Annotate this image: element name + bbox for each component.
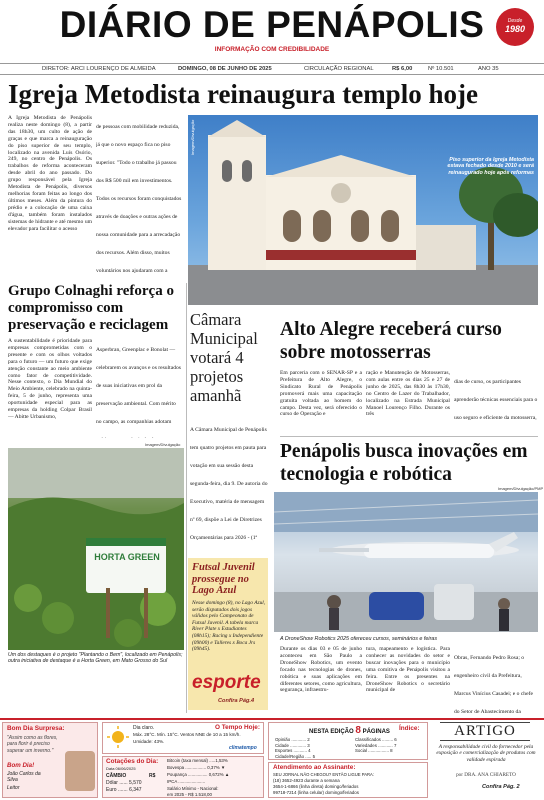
newspaper-tagline: INFORMAÇÃO COM CREDIBILIDADE — [214, 46, 330, 53]
alto-alegre-col-3-body: dias de curso, os participantes aprenderão técnicas essenciais para o uso seguro e eficiente da motosserra, — [454, 379, 538, 421]
salario-value: em 2025 - R$ 1.518,00 — [167, 792, 212, 797]
lead-text-col-2-body: de pessoas com mobilidade reduzida, já que o novo espaço fica no piso superior. "Todo o trabalho já passou dos R$ 500 mil em investimentos. Todos os recursos foram conquistados através de doações e outras ações de nossa comunidade para a arrecadação dos recursos. Além disso, muitos voluntários nos ajudaram com a — [96, 124, 182, 274]
church-illustration — [188, 115, 538, 305]
masthead — [0, 0, 544, 62]
surprise-author-role: Leitor — [7, 785, 20, 791]
colnaghi-text-col-2 — [96, 338, 182, 438]
column-divider — [186, 283, 187, 713]
lead-photo-credit: Imagem/Divulgação — [190, 119, 195, 155]
surprise-greeting: Bom Dia! — [7, 762, 35, 769]
year-number: ANO 35 — [478, 66, 499, 72]
service-phone-2[interactable]: 3654-1-6866 (linha direta) domingo/feriados — [273, 784, 359, 789]
robotica-photo-credit: Imagem/Divulgação/PMP — [498, 486, 544, 491]
weather-day: Dia claro. — [133, 725, 155, 731]
weather-line-1: Máx. 28°C. Mín. 15°C. Ventos NNE de 10 a 15 km/h. — [133, 732, 241, 737]
index-item[interactable]: Classificados ......... 6 — [355, 737, 397, 742]
robotica-col-2: tura, mapeamento e logística. Para conhecer as novidades do setor e buscar inovações para o município uma comitiva de Penápolis visitou a feira. Entre os presentes na DroneShow Robotics o secretário municipal de — [366, 646, 450, 694]
bovespa-quote: Bovespa ................. 0,37% ▼ — [167, 765, 226, 770]
index-title: Índice: — [399, 725, 420, 732]
futsal-box — [188, 558, 268, 710]
edition-box — [268, 722, 428, 760]
surprise-author: João Carlos da Silva — [7, 771, 41, 784]
camara-headline: Câmara Municipal votará 4 projetos amanhã — [190, 310, 258, 405]
service-phone-1[interactable]: (18) 3652-4923 durante a semana — [273, 778, 340, 783]
salario-label: Salário Mínimo - Nacional: — [167, 786, 219, 791]
service-line-1: SEU JORNAL NÃO CHEGOU? ENTÃO LIGUE PARA: — [273, 772, 374, 777]
index-item[interactable]: Opinião ............ 2 — [275, 737, 310, 742]
service-phone-3[interactable]: 99718-7214 (linha celular) domingo/feriados — [273, 790, 359, 795]
weather-line-2: Umidade: 43%. — [133, 739, 165, 744]
edition-label: NESTA EDIÇÃO — [309, 729, 354, 735]
robotica-col-3-body: Obras, Fernando Pedro Rosa; o engenheiro civil da Prefeitura, Marcus Vinícius Casadei; e o chefe do Setor de Abastecimento da — [454, 655, 533, 714]
garden-illustration — [8, 448, 184, 650]
cambio-label: CÂMBIO — [106, 773, 127, 779]
drone-show-photo — [274, 492, 538, 632]
futsal-body: Nesse domingo (8), no Lago Azul, serão disputados dois jogos válidos pelo Campeonato de Futsal Juvenil. A tabela marca River Plate x Estudiantes (08h15); Racing x Independiente (09h00) e Talleres x Boca Jrs (09h45). — [192, 600, 266, 653]
service-title: Atendimento ao Assinante: — [273, 764, 356, 771]
index-item[interactable]: Social ................. 8 — [355, 748, 393, 754]
issue-number: Nº 10.501 — [428, 66, 454, 72]
esporte-section-label: esporte — [192, 672, 261, 693]
lead-headline: Igreja Metodista reinaugura templo hoje — [8, 79, 478, 109]
alto-alegre-col-2: ração e Manutenção de Motosserras, com aulas entre os dias 25 e 27 de junho de 2025, das 8h30 às 17h30, no Centro de Lazer do Trabalhador, localizado na Estrada Municipal Manoel Lourenço Filho. Durante os três — [366, 370, 450, 418]
poupanca-quote: Poupança ................ 0,672% ▲ — [167, 772, 230, 777]
badge-line-2: 1980 — [504, 24, 526, 34]
price: R$ 6,00 — [392, 66, 413, 72]
cambio-unit: R$ — [149, 773, 156, 779]
ipca-quote: IPCA ...................... — [167, 779, 206, 784]
badge-line-1: Desde — [507, 18, 523, 24]
edition-date: DOMINGO, 08 DE JUNHO DE 2025 — [178, 66, 272, 72]
director-name: DIRETOR: ARCI LOURENÇO DE ALMEIDA — [42, 66, 156, 72]
camara-text — [190, 418, 268, 553]
edition-pages-label: PÁGINAS — [362, 729, 390, 735]
artigo-text: A responsabilidade civil do fornecedor pela exposição e comercialização de produtos com validade expirada — [436, 744, 536, 763]
drone-show-illustration — [274, 492, 538, 632]
surprise-title: Bom Dia Surpresa: — [7, 725, 65, 732]
alto-alegre-col-1: Em parceria com o SENAR-SP e a Prefeitura de Alto Alegre, o Sindicato Rural de Penápolis promoverá mais uma capacitação gratuita voltada ao homem do campo. Desta vez, será oferecido o curso de Operação e — [280, 370, 362, 418]
colnaghi-text-col-1: A sustentabilidade é prioridade para empresas comprometidas com o presente e com os olhos voltados para o futuro — um futuro que exige atenção constante ao meio ambiente como fator de competitividade. Nesse contexto, o Dia Mundial do Meio Ambiente, celebrado na quinta-feira, 5 de junho, representa uma oportunidade especial para as empresas da holding Colpar Brasil — Abitte Urbanismo, — [8, 338, 92, 420]
artigo-box — [432, 722, 542, 798]
colnaghi-headline: Grupo Colnaghi reforça o compromisso com preservação e reciclagem — [8, 283, 174, 333]
index-item[interactable]: Cidade/Região ..... 5 — [275, 753, 316, 759]
circulation: CIRCULAÇÃO REGIONAL — [304, 66, 374, 72]
index-item[interactable]: Cidade ............. 3 — [275, 742, 310, 748]
garden-photo — [8, 448, 184, 650]
surprise-box — [2, 722, 98, 798]
alto-alegre-col-3 — [454, 370, 538, 432]
garden-sign-text: HORTA GREEN — [94, 552, 160, 562]
reader-photo — [65, 751, 95, 791]
futsal-headline: Futsal Juvenil prossegue no Lago Azul — [192, 562, 255, 596]
weather-source: climatempo — [229, 745, 257, 751]
artigo-author: por DRA. ANA CHIARETO — [456, 772, 516, 778]
artigo-title: ARTIGO — [440, 722, 530, 741]
futsal-page-ref: Confira Pág.4 — [218, 698, 255, 704]
quotes-date: Data 06/06/2025 — [106, 766, 136, 771]
footer — [0, 718, 544, 800]
lead-text-col-2 — [96, 115, 182, 275]
quotes-box — [102, 756, 264, 798]
euro-quote: Euro ....... 6,347 — [106, 787, 142, 793]
colnaghi-photo-credit: Imagem/Divulgação — [145, 442, 181, 447]
robotica-col-1: Durante os dias 03 e 05 de junho aconteceu em São Paulo a DroneShow Robotics, um evento focado nas tecnologias de drones, robótica e suas aplicações em diferentes setores, como agricultura, segurança, infraestru- — [280, 646, 362, 694]
robotica-headline: Penápolis busca inovações em tecnologia e robótica — [280, 441, 528, 485]
anniversary-badge — [496, 8, 534, 46]
index-item[interactable]: Variedades ............ 7 — [355, 742, 397, 748]
weather-title: O Tempo Hoje: — [215, 724, 260, 731]
quotes-title: Cotações do Dia: — [106, 758, 159, 765]
artigo-page-ref: Confira Pág. 2 — [482, 784, 520, 790]
index-list-1 — [275, 737, 315, 759]
index-item[interactable]: Esportes ........... 4 — [275, 748, 311, 754]
alto-alegre-headline: Alto Alegre receberá curso sobre motosserras — [280, 319, 502, 363]
subscriber-service-box — [268, 762, 428, 798]
newspaper-title: DIÁRIO DE PENÁPOLIS — [59, 4, 485, 45]
weather-box — [102, 722, 264, 754]
section-divider — [280, 436, 538, 437]
camara-body: A Câmara Municipal de Penápolis tem quatro projetos em pauta para votação em sua sessão desta segunda-feira, dia 9. De autoria do Executivo, matéria de mensagem nº 69, dispõe a Lei de Diretrizes Orçamentárias para 2026 - (1ª — [190, 427, 268, 541]
colnaghi-photo-caption: Um dos destaques é o projeto "Plantando o Bem", localizado em Penápolis; outra iniciativa de destaque é a Horta Green, em Mato Grosso do Sul — [8, 652, 183, 665]
robotica-col-3 — [454, 646, 538, 714]
bitcoin-quote: Bitcoin (taxa mensal) .....1,53% — [167, 758, 228, 763]
lead-photo-caption: Piso superior da Igreja Metodista estava fechado desde 2010 e será reinaugurado hoje após reformas — [447, 157, 534, 176]
sun-icon — [107, 726, 129, 748]
colnaghi-text-col-2-body: Asperbran, Greenplac e Bonolat — celebrarem os avanços e os resultados de suas iniciativas em prol da preservação ambiental. Com mérito no campo, as companhias adotam — [96, 347, 181, 425]
robotica-photo-caption: A DroneShow Robotics 2025 ofereceu cursos, seminários e feiras — [280, 636, 438, 642]
index-list-2 — [355, 737, 397, 754]
church-photo — [188, 115, 538, 305]
edition-title — [309, 725, 390, 736]
surprise-quote: "Assim como as flores, para florir é preciso superar um inverno." — [7, 735, 58, 754]
edition-page-count: 8 — [355, 725, 361, 736]
dolar-quote: Dólar ...... 5,570 — [106, 780, 142, 786]
info-bar — [0, 63, 544, 75]
lead-text-col-1: A Igreja Metodista de Penápolis realiza neste domingo (8), a partir das 18h30, um culto de ação de graças e que marca a reinauguração do piso superior de seu templo, localizado na avenida Luís Osório, 249, no centro de Penápolis. Os trabalhos de reforma aconteceram desde abril do ano passado. Do grupo responsável pela Igreja Metodista de Penápolis, diversos melhorias foram feitas ao longo dos últimos meses. Além da pintura do prédio e a colocação de uma caixa d'água, também foram instalados sistemas de hidrante e até mesmo um elevador para facilitar o acesso — [8, 115, 92, 232]
